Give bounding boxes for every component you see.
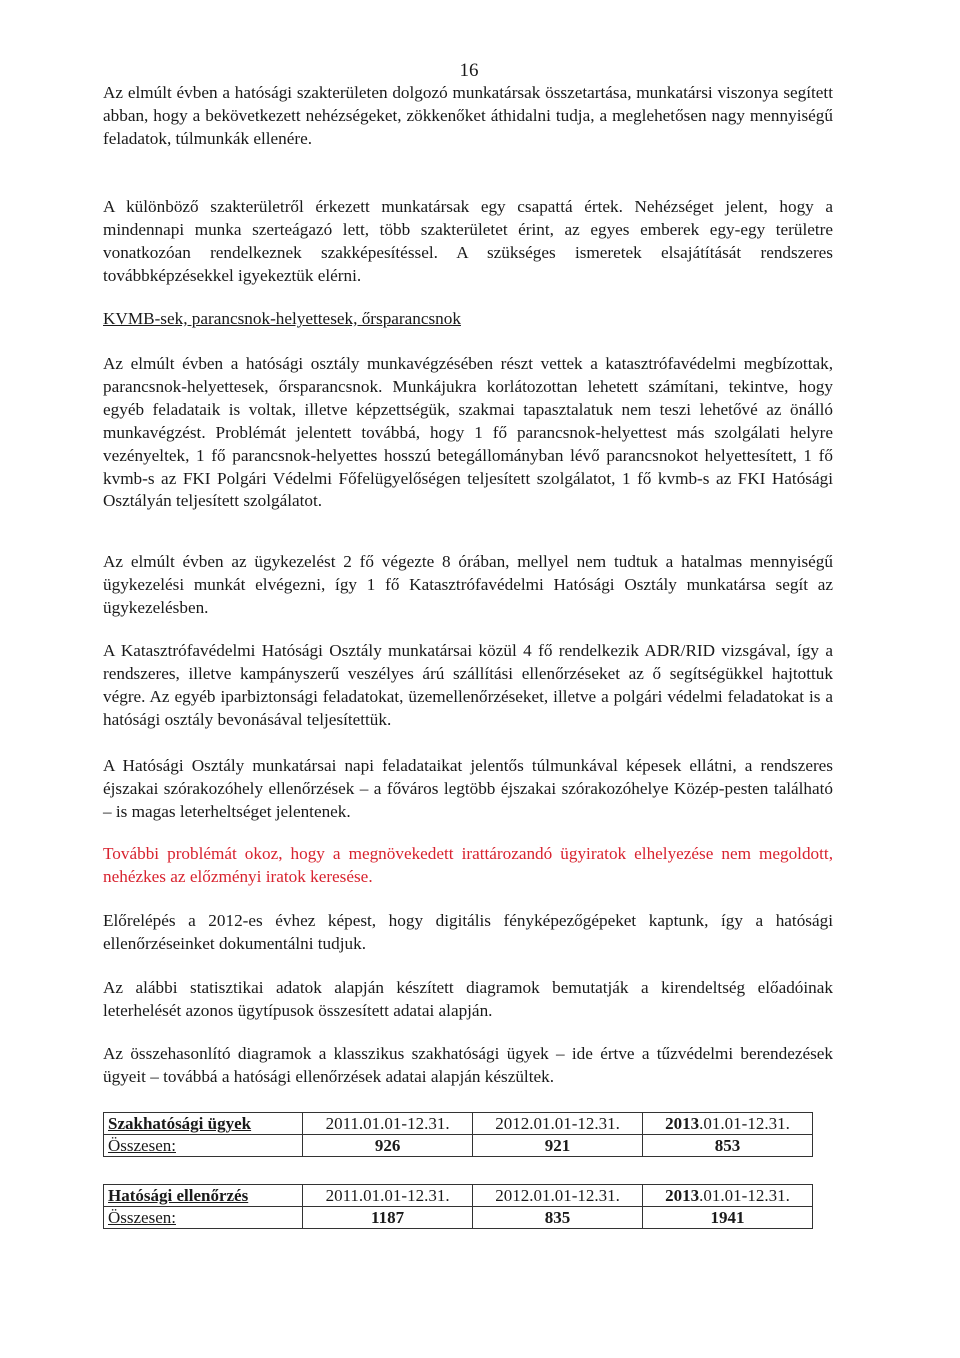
paragraph-kvmb-participation: Az elmúlt évben a hatósági osztály munkavégzésében részt vettek a katasztrófavédelmi megbízottak, parancsnok-helyettesek, őrsparancsnok. Munkájukra korlátozottan lehetett számítani, tekintve, hogy egyéb feladataik is voltak, illetve képzettségük, szakmai tapasztalatuk nem teszi lehetővé az önálló munkavégzést. Problémát jelentett továbbá, hogy 1 fő parancsnok-helyettest más szolgálati helyre vezényeltek, 1 fő parancsnok-helyettes hosszú betegállományban lévő parancsnokot helyettesített, 1 fő kvmb-s az FKI Polgári Védelmi Főfelügyelőségen teljesített szolgálatot, 1 fő kvmb-s az FKI Hatósági Osztályán teljesített szolgálatot.	[103, 354, 833, 511]
paragraph-archiving-problem: További problémát okoz, hogy a megnövekedett irattározandó ügyiratok elhelyezése nem megoldott, nehézkes az előzményi iratok keresése.	[103, 844, 833, 886]
total-value: 926	[303, 1135, 473, 1157]
page-number: 16	[459, 60, 479, 81]
period-rest: .01.01-12.31.	[699, 1186, 790, 1205]
period-rest: .01.01-12.31.	[699, 1114, 790, 1133]
paragraph-case-handling: Az elmúlt évben az ügykezelést 2 fő végezte 8 órában, mellyel nem tudtuk a hatalmas mennyiségű ügykezelési munkát elvégezni, így 1 fő Katasztrófavédelmi Hatósági Osztály munkatársa segít az ügykezelésben.	[103, 552, 833, 617]
total-value: 1187	[303, 1207, 473, 1229]
period-cell: 2011.01.01-12.31.	[303, 1113, 473, 1135]
period-cell-current	[643, 1113, 813, 1135]
period-year-bold: 2013	[665, 1186, 700, 1205]
total-value: 853	[643, 1135, 813, 1157]
table-total-row	[104, 1207, 813, 1229]
period-cell: 2012.01.01-12.31.	[473, 1113, 643, 1135]
paragraph-workload: A Hatósági Osztály munkatársai napi feladataikat jelentős túlmunkával képesek ellátni, a rendszeres éjszakai szórakozóhely ellenőrzések – a főváros legtöbb éjszakai szórakozóhelye Közép-pesten található – is magas leterheltséget jelentenek.	[103, 756, 833, 821]
paragraph-team-skills: A különböző szakterületről érkezett munkatársak egy csapattá értek. Nehézséget jelent, hogy a mindennapi munka szerteágazó lett, több szakterületet érint, az egyes emberek egy-egy területre vonatkozóan rendelkeznek szakképesítéssel. A szükséges ismeretek elsajátítását rendszeres továbbképzésekkel igyekeztük elérni.	[103, 197, 833, 285]
table-header-row	[104, 1113, 813, 1135]
total-label: Összesen:	[104, 1135, 303, 1157]
paragraph-team-cohesion: Az elmúlt évben a hatósági szakterületen dolgozó munkatársak összetartása, munkatársi viszonya segített abban, hogy a bekövetkezett nehézségeket, zökkenőket áthidalni tudja, a meglehetősen nagy mennyiségű feladatok, túlmunkák ellenére.	[103, 83, 833, 148]
total-value: 1941	[643, 1207, 813, 1229]
total-value: 921	[473, 1135, 643, 1157]
total-value: 835	[473, 1207, 643, 1229]
table-title: Szakhatósági ügyek	[104, 1113, 303, 1135]
section-heading-kvmb: KVMB-sek, parancsnok-helyettesek, őrsparancsnok	[103, 309, 461, 328]
paragraph-adr-rid: A Katasztrófavédelmi Hatósági Osztály munkatársai közül 4 fő rendelkezik ADR/RID vizsgával, így a rendszeres, illetve kampányszerű veszélyes árú szállítási ellenőrzéseket az ő segítségükkel hajtottuk végre. Az egyéb iparbiztonsági feladatokat, üzemellenőrzéseket, illetve a polgári védelmi feladatokat is a hatósági osztály bevonásával teljesítettük.	[103, 641, 833, 729]
paragraph-cameras: Előrelépés a 2012-es évhez képest, hogy digitális fényképezőgépeket kaptunk, így a hatósági ellenőrzéseinket dokumentálni tudjuk.	[103, 911, 833, 953]
period-cell-current	[643, 1185, 813, 1207]
table-header-row	[104, 1185, 813, 1207]
total-label: Összesen:	[104, 1207, 303, 1229]
period-cell: 2012.01.01-12.31.	[473, 1185, 643, 1207]
table-hatosagi-ellenorzes	[103, 1184, 813, 1229]
period-cell: 2011.01.01-12.31.	[303, 1185, 473, 1207]
paragraph-statistics-intro: Az alábbi statisztikai adatok alapján készített diagramok bemutatják a kirendeltség előadóinak leterhelését azonos ügytípusok összesített adatai alapján.	[103, 978, 833, 1020]
table-title: Hatósági ellenőrzés	[104, 1185, 303, 1207]
paragraph-comparison-basis: Az összehasonlító diagramok a klasszikus szakhatósági ügyek – ide értve a tűzvédelmi berendezések ügyeit – továbbá a hatósági ellenőrzések adatai alapján készültek.	[103, 1044, 833, 1086]
table-total-row	[104, 1135, 813, 1157]
period-year-bold: 2013	[665, 1114, 700, 1133]
table-szakhatosagi-ugyek	[103, 1112, 813, 1157]
